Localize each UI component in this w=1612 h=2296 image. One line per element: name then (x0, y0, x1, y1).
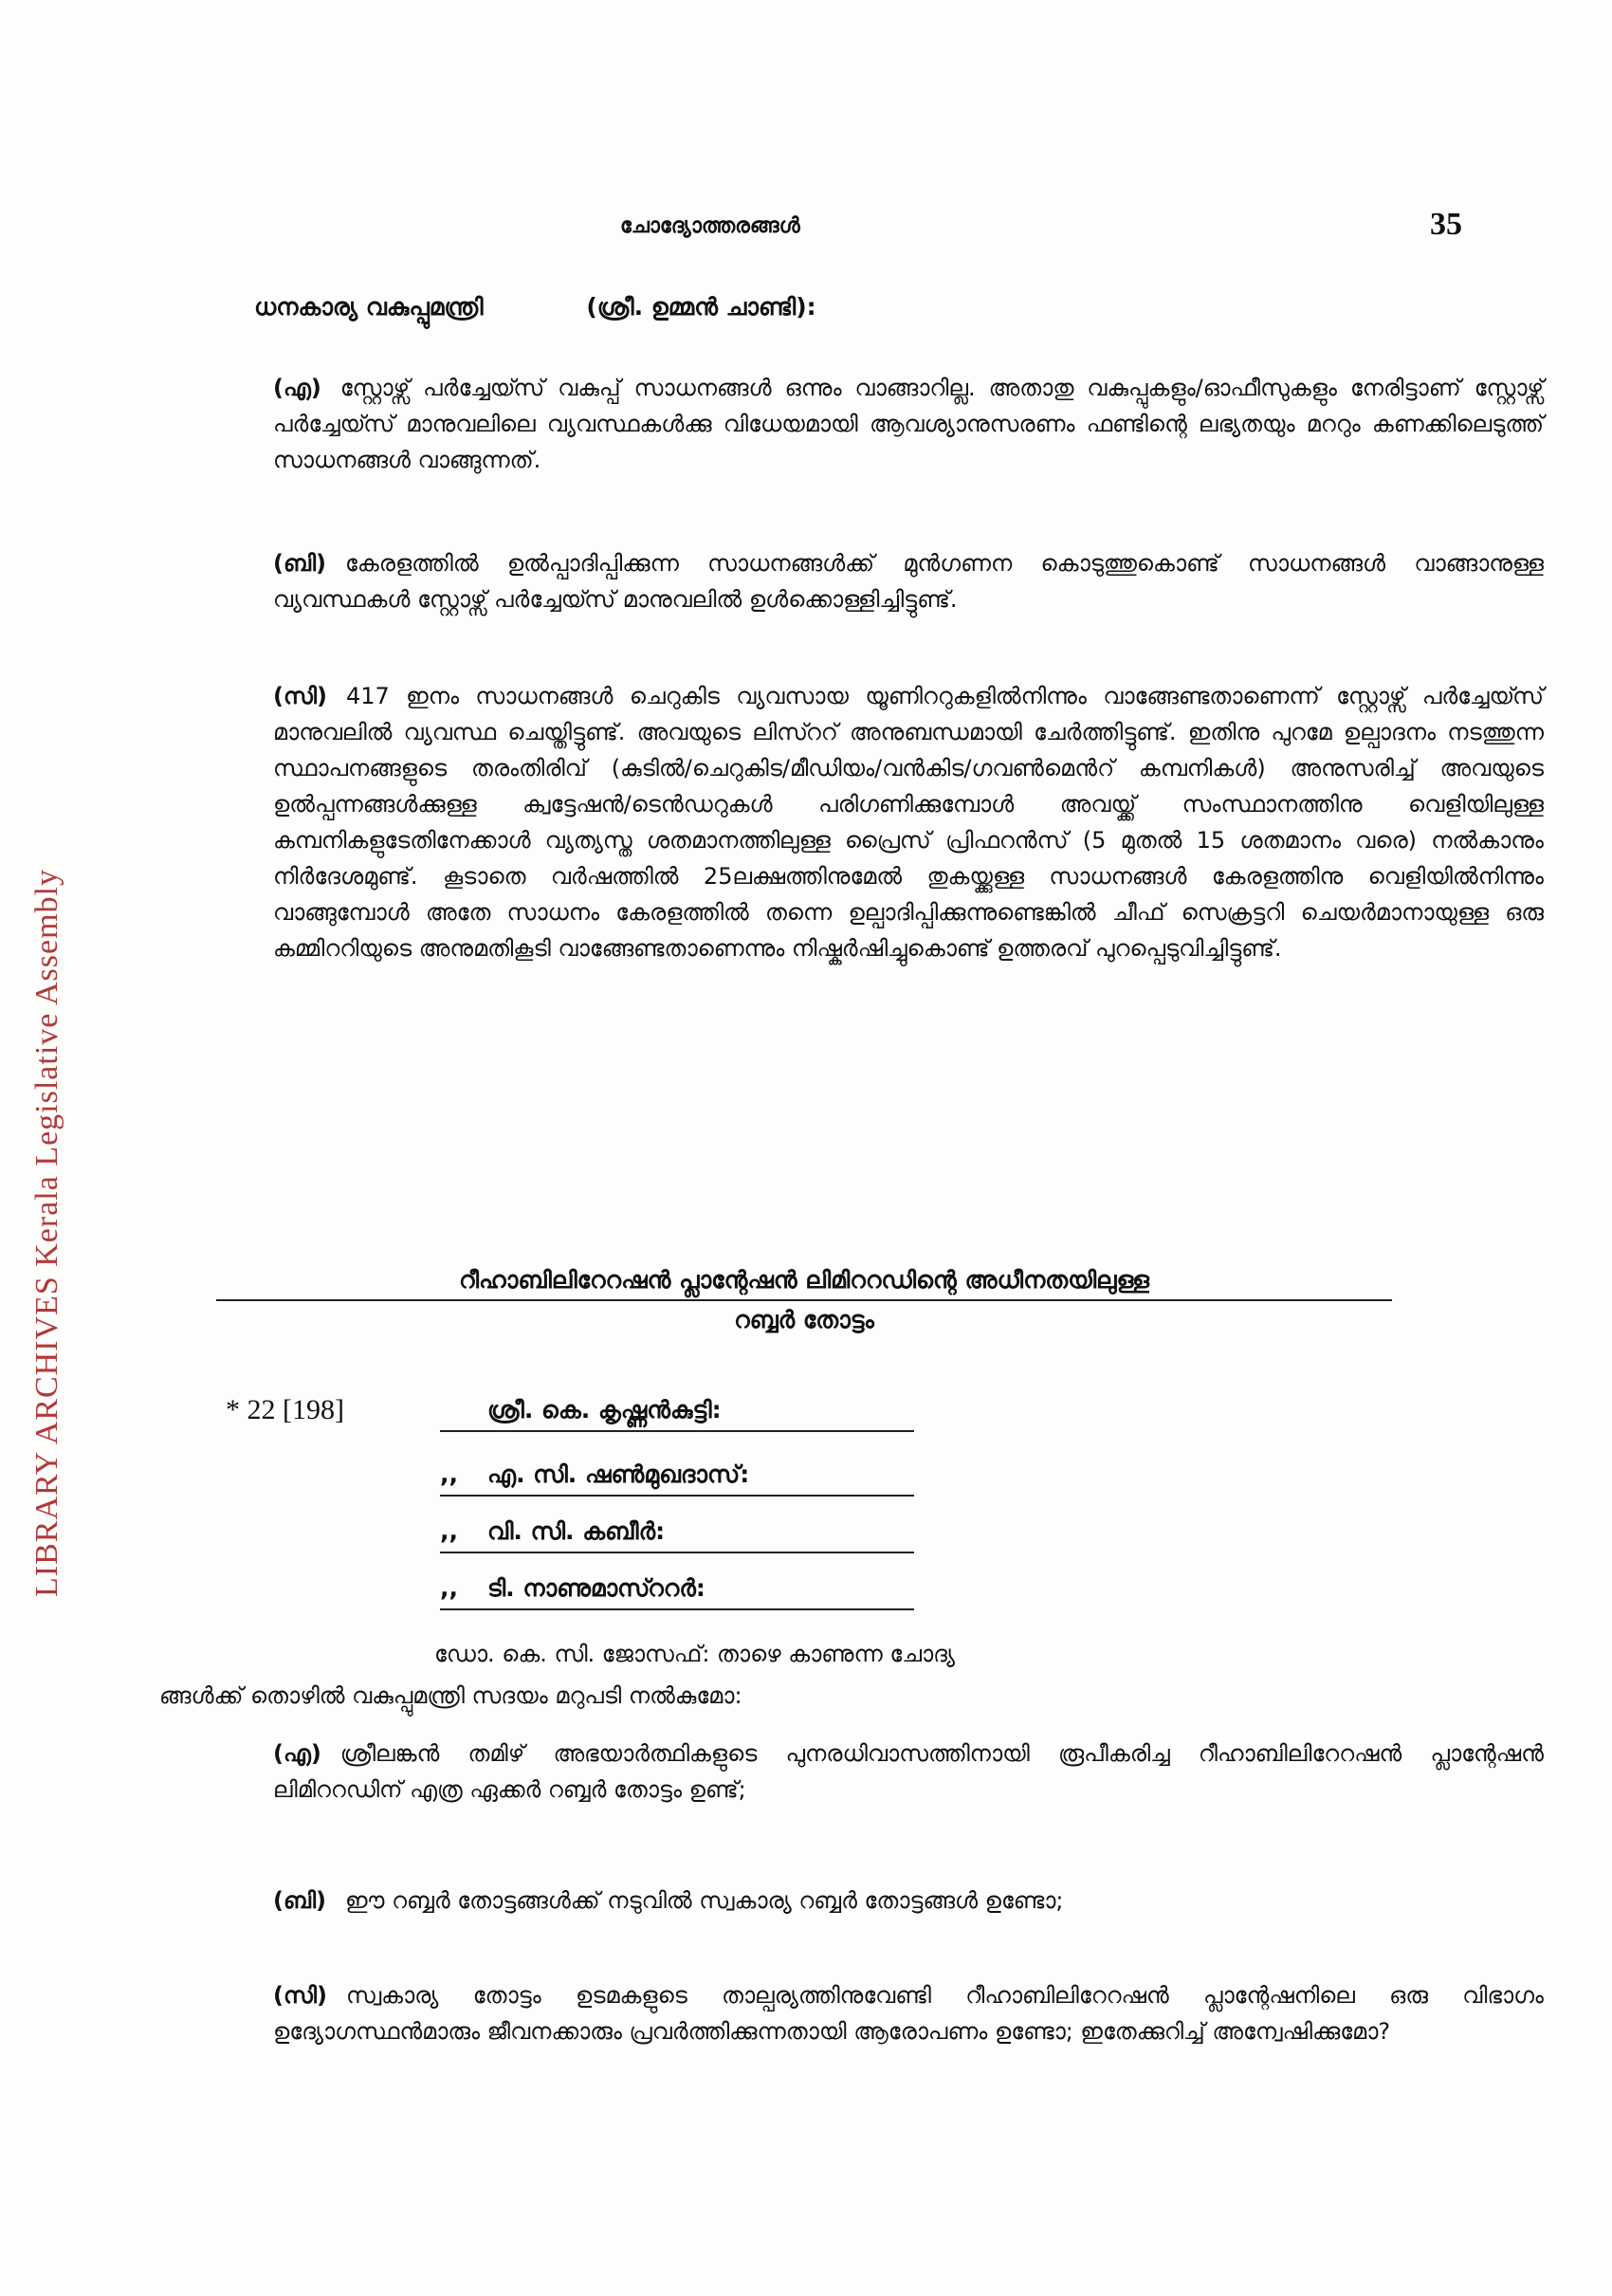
question-intro-line-2: ങ്ങൾക്ക് തൊഴിൽ വകുപ്പുമന്ത്രി സദയം മറുപടി നൽകുമോ: (159, 1682, 742, 1709)
part-label: (ബി) (273, 550, 327, 577)
answer-text: 417 ഇനം സാധനങ്ങൾ ചെറുകിട വ്യവസായ യൂണിററുകളിൽനിന്നും വാങ്ങേണ്ടതാണെന്ന് സ്റ്റോഴ്സ് പർച്ചേയ്സ് മാനുവലിൽ വ്യവസ്ഥ ചെയ്തിട്ടുണ്ട്. അവയുടെ ലിസ്ററ് അനുബന്ധമായി ചേർത്തിട്ടുണ്ട്. ഇതിനു പുറമേ ഉല്പാദനം നടത്തുന്ന സ്ഥാപനങ്ങളുടെ തരംതിരിവ് (കുടിൽ/ചെറുകിട/മീഡിയം/വൻകിട/ഗവൺമെൻറ് കമ്പനികൾ) അനുസരിച്ച് അവയുടെ ഉൽപ്പന്നങ്ങൾക്കുള്ള ക്വട്ടേഷൻ/ടെൻഡറുകൾ പരിഗണിക്കുമ്പോൾ അവയ്ക്ക് സംസ്ഥാനത്തിനു വെളിയിലുള്ള കമ്പനികളുടേതിനേക്കാൾ വ്യത്യസ്ത ശതമാനത്തിലുള്ള പ്രൈസ് പ്രിഫറൻസ് (5 മുതൽ 15 ശതമാനം വരെ) നൽകാനും നിർദേശമുണ്ട്. കൂടാതെ വർഷത്തിൽ 25ലക്ഷത്തിനുമേൽ തുകയ്ക്കുള്ള സാധനങ്ങൾ കേരളത്തിനു വെളിയിൽനിന്നും വാങ്ങുമ്പോൾ അതേ സാധനം കേരളത്തിൽ തന്നെ ഉല്പാദിപ്പിക്കുന്നുണ്ടെങ്കിൽ ചീഫ് സെക്രട്ടറി ചെയർമാനായുള്ള ഒരു കമ്മിററിയുടെ അനുമതികൂടി വാങ്ങേണ്ടതാണെന്നും നിഷ്കർഷിച്ചുകൊണ്ട് ഉത്തരവ് പുറപ്പെടുവിച്ചിട്ടുണ്ട്. (273, 683, 1544, 962)
part-label: (സി) (273, 1982, 327, 2009)
answer-text: കേരളത്തിൽ ഉൽപ്പാദിപ്പിക്കുന്ന സാധനങ്ങൾക്ക് മുൻഗണന കൊടുത്തുകൊണ്ട് സാധനങ്ങൾ വാങ്ങാനുള്ള വ്യവസ്ഥകൾ സ്റ്റോഴ്സ് പർച്ചേയ്സ് മാനുവലിൽ ഉൾക്കൊള്ളിച്ചിട്ടുണ്ട്. (273, 550, 1544, 613)
question-part-b (159, 1883, 1544, 1919)
questioner (440, 1460, 914, 1497)
part-label: (ബി) (273, 1887, 327, 1914)
questioner-name: ശ്രീ. കെ. കൃഷ്ണൻകുട്ടി: (487, 1396, 722, 1424)
questioner-name: എ. സി. ഷൺമുഖദാസ്: (487, 1460, 750, 1488)
ditto-mark: ,, (440, 1460, 458, 1488)
answering-minister: ധനകാര്യ വകുപ്പുമന്ത്രി (254, 293, 484, 321)
questioner-name: വി. സി. കബീർ: (487, 1517, 666, 1545)
question-subtitle: റബ്ബർ തോട്ടം (734, 1306, 874, 1333)
questioner-name: ടി. നാണുമാസ്ററർ: (487, 1574, 705, 1602)
question-intro-line-1: ഡോ. കെ. സി. ജോസഫ്: താഴെ കാണുന്ന ചോദ്യ (434, 1641, 955, 1667)
running-header (159, 207, 1462, 248)
question-text: ശ്രീലങ്കൻ തമിഴ് അഭയാർത്ഥികളുടെ പുനരധിവാസത്തിനായി രൂപീകരിച്ച റീഹാബിലിറേറഷൻ പ്ലാന്റേഷൻ ലിമിററഡിന് എത്ര ഏക്കർ റബ്ബർ തോട്ടം ഉണ്ട്; (273, 1740, 1544, 1803)
part-label: (എ) (273, 1740, 321, 1767)
question-text: സ്വകാര്യ തോട്ടം ഉടമകളുടെ താല്പര്യത്തിനുവേണ്ടി റീഹാബിലിറേറഷൻ പ്ലാന്റേഷനിലെ ഒരു വിഭാഗം ഉദ്യോഗസ്ഥൻമാരും ജീവനക്കാരും പ്രവർത്തിക്കുന്നതായി ആരോപണം ഉണ്ടോ; ഇതേക്കുറിച്ച് അന്വേഷിക്കുമോ? (273, 1982, 1544, 2045)
answer-text: സ്റ്റോഴ്സ് പർച്ചേയ്സ് വകുപ്പ് സാധനങ്ങൾ ഒന്നും വാങ്ങാറില്ല. അതാതു വകുപ്പുകളും/ഓഫീസുകളും നേരിട്ടാണ് സ്റ്റോഴ്സ് പർച്ചേയ്സ് മാനുവലിലെ വ്യവസ്ഥകൾക്കു വിധേയമായി ആവശ്യാനുസരണം ഫണ്ടിന്റെ ലഭ്യതയും മററും കണക്കിലെടുത്ത് സാധനങ്ങൾ വാങ്ങുന്നത്. (273, 375, 1544, 473)
question-part-c (159, 1977, 1544, 2049)
answer-part-a (159, 370, 1544, 478)
question-title-main: റീഹാബിലിറേറഷൻ പ്ലാന്റേഷൻ ലിമിററഡിന്റെ അധീനതയിലുള്ള (216, 1261, 1392, 1301)
questioner (440, 1574, 914, 1610)
answer-part-b (159, 545, 1544, 617)
part-label: (സി) (273, 683, 327, 709)
questioner (440, 1396, 914, 1432)
minister-name: (ശ്രീ. ഉമ്മൻ ചാണ്ടി): (586, 293, 816, 321)
archive-watermark: LIBRARY ARCHIVES Kerala Legislative Assembly (29, 868, 64, 1598)
answer-part-c (159, 678, 1544, 966)
question-title (216, 1261, 1392, 1339)
question-number: * 22 [198] (226, 1394, 344, 1425)
question-intro (159, 1633, 1430, 1717)
ditto-mark: ,, (440, 1574, 458, 1602)
page-number: 35 (1430, 207, 1462, 242)
running-title: ചോദ്യോത്തരങ്ങൾ (620, 214, 800, 238)
question-part-a (159, 1736, 1544, 1808)
question-text: ഈ റബ്ബർ തോട്ടങ്ങൾക്ക് നടുവിൽ സ്വകാര്യ റബ്ബർ തോട്ടങ്ങൾ ഉണ്ടോ; (345, 1887, 1064, 1914)
part-label: (എ) (273, 375, 321, 401)
answer-heading (159, 289, 1525, 325)
ditto-mark: ,, (440, 1517, 458, 1545)
questioner (440, 1517, 914, 1553)
